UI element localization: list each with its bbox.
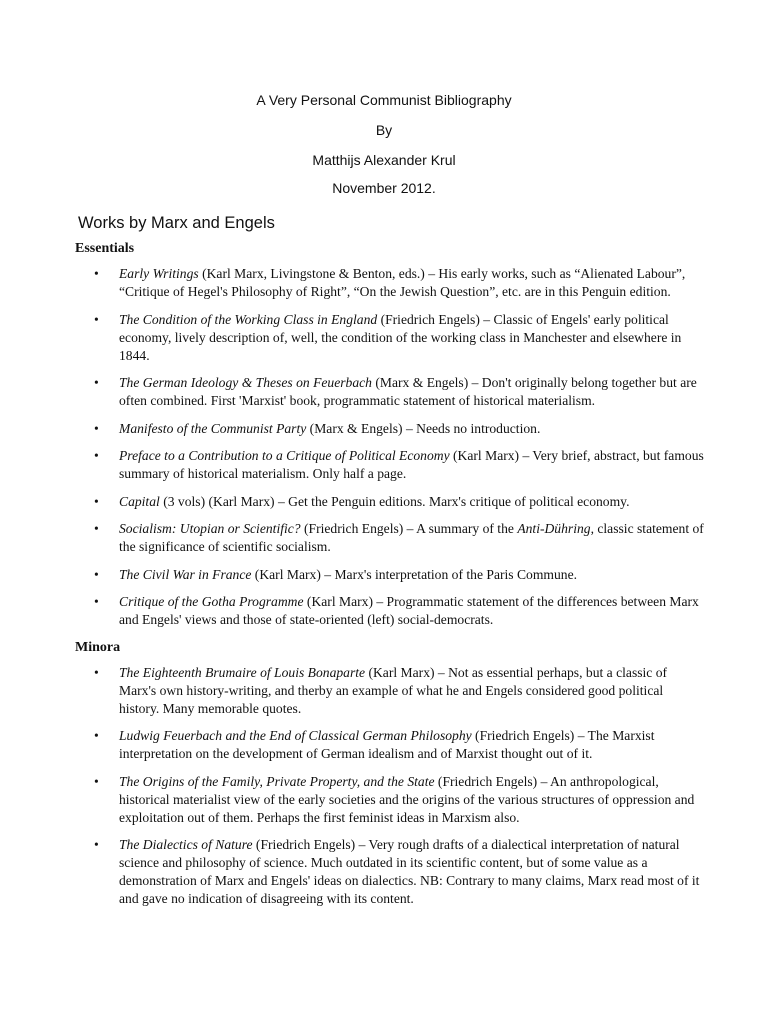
item-inline-title: Anti-Dühring (517, 521, 591, 536)
list-item (75, 836, 705, 908)
item-description: (Friedrich Engels) – Classic of Engels' early political economy, lively description of, well, the condition of the working class in Manchester and elsewhere in 1844. (119, 311, 682, 363)
bullet-icon: • (94, 773, 99, 789)
essentials-heading: Essentials (75, 241, 135, 256)
bullet-icon: • (94, 594, 99, 609)
list-item (75, 311, 705, 365)
item-description: (Friedrich Engels) – A summary of the (300, 521, 518, 536)
item-description: (Karl Marx) – Very brief, abstract, but famous summary of historical materialism. Only half a page. (119, 448, 704, 481)
item-title: The Eighteenth Brumaire of Louis Bonaparte (119, 664, 366, 680)
list-item (75, 493, 705, 511)
item-description: (Marx & Engels) – Don't originally belong together but are often combined. First 'Marxist' book, programmatic statement of historical materialism. (119, 375, 697, 408)
item-description: (Karl Marx) – Not as essential perhaps, but a classic of Marx's own history-writing, and therby an example of what he and Engels considered good political history. Many memorable quotes. (119, 664, 668, 716)
essentials-list (75, 265, 705, 629)
document-author: Matthijs Alexander Krul (312, 152, 456, 168)
item-title: Critique of the Gotha Programme (119, 594, 304, 609)
bullet-icon: • (94, 664, 99, 680)
bibliography-body (75, 240, 705, 918)
list-item (75, 265, 705, 301)
item-description: (Friedrich Engels) – Very rough drafts of a dialectical interpretation of natural science and philosophy of science. Much outdated in its scientific content, but of some value as a demonstration of Marx and Engels' ideas on dialectics. NB: Contrary to many claims, Marx read most of it and gave no indication of disagreeing with its content. (119, 837, 700, 906)
document-date: November 2012. (332, 180, 436, 196)
item-description: (Friedrich Engels) – The Marxist interpretation on the development of German idealism and of Marxist thought out of it. (119, 728, 655, 761)
bullet-icon: • (94, 566, 99, 582)
item-description: (Friedrich Engels) – An anthropological, historical materialist view of the early societies and the origins of the various structures of oppression and exploitation out of them. Perhaps the first feminist ideas in Marxism also. (119, 773, 695, 825)
bullet-icon: • (94, 728, 99, 743)
list-item (75, 420, 705, 438)
document-title: A Very Personal Communist Bibliography (256, 92, 512, 108)
section-heading: Works by Marx and Engels (78, 214, 275, 232)
bullet-icon: • (94, 375, 99, 390)
bullet-icon: • (94, 448, 99, 463)
item-title: Manifesto of the Communist Party (119, 420, 307, 436)
bullet-icon: • (94, 521, 99, 536)
bullet-icon: • (94, 266, 99, 281)
item-title: Early Writings (119, 266, 199, 281)
list-item (75, 566, 705, 584)
item-title: The Condition of the Working Class in England (119, 311, 378, 327)
item-title: The Civil War in France (119, 566, 252, 582)
item-title: Capital (119, 493, 160, 509)
list-item (75, 374, 705, 410)
item-title: The Origins of the Family, Private Property, and the State (119, 773, 435, 789)
list-item (75, 520, 705, 556)
item-description: (3 vols) (Karl Marx) – Get the Penguin editions. Marx's critique of political economy. (159, 493, 630, 509)
list-item (75, 593, 705, 629)
item-description: (Karl Marx) – Programmatic statement of the differences between Marx and Engels' views and those of state-oriented (left) social-democrats. (119, 594, 699, 627)
document-by-line: By (375, 122, 393, 138)
minora-heading: Minora (75, 639, 121, 655)
item-title: Preface to a Contribution to a Critique of Political Economy (119, 448, 450, 463)
item-title: The Dialectics of Nature (119, 837, 253, 852)
bullet-icon: • (94, 493, 99, 509)
item-title: Ludwig Feuerbach and the End of Classical German Philosophy (119, 728, 472, 743)
list-item (75, 727, 705, 763)
minora-list (75, 664, 705, 909)
item-title: The German Ideology & Theses on Feuerbach (119, 375, 372, 390)
item-title: Socialism: Utopian or Scientific? (119, 521, 301, 536)
item-description-continued: , classic statement of the significance of scientific socialism. (119, 521, 704, 554)
bullet-icon: • (94, 837, 99, 852)
item-description: (Karl Marx) – Marx's interpretation of the Paris Commune. (251, 566, 578, 582)
list-item (75, 447, 705, 483)
list-item (75, 773, 705, 827)
bullet-icon: • (94, 311, 99, 327)
item-description: (Karl Marx, Livingstone & Benton, eds.) – His early works, such as “Alienated Labour”, “Critique of Hegel's Philosophy of Right”, “On the Jewish Question”, etc. are in this Penguin edition. (119, 266, 686, 299)
bullet-icon: • (94, 420, 99, 436)
list-item (75, 664, 705, 718)
item-description: (Marx & Engels) – Needs no introduction. (306, 420, 541, 436)
